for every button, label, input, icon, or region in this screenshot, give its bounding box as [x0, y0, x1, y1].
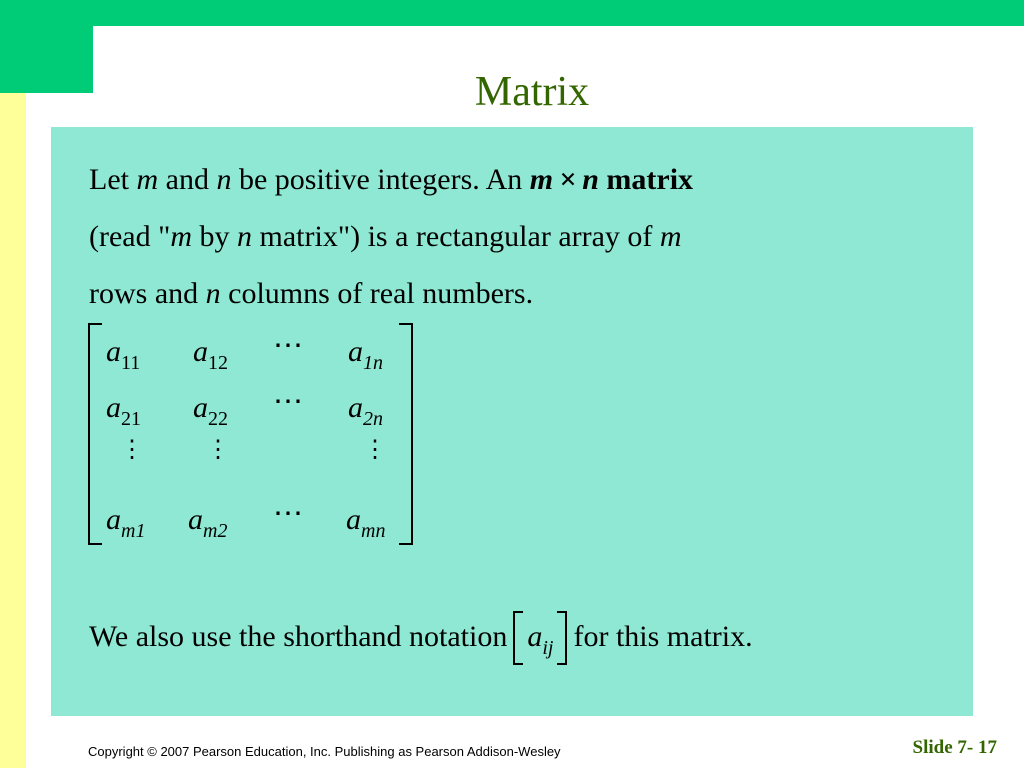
shorthand-notation-line: We also use the shorthand notation $a_{ij}$ for this matrix. — [89, 617, 753, 668]
matrix-hdots: ⋯ — [273, 329, 303, 362]
definition-text — [89, 151, 949, 322]
matrix-cell-am1: $a_{m1}$ — [106, 503, 146, 542]
matrix-cell-am2: $a_{m2}$ — [188, 503, 228, 542]
definition-line-1: Let m and n be positive integers. An m × n matrix — [89, 163, 694, 196]
top-accent-bar — [0, 0, 1024, 26]
matrix-hdots: ⋯ — [273, 385, 303, 418]
left-accent-strip — [0, 93, 26, 768]
general-matrix — [88, 323, 413, 543]
copyright-footer: Copyright © 2007 Pearson Education, Inc. Publishing as Pearson Addison-Wesley — [88, 744, 561, 759]
matrix-cell-a2n: $a_{2n}$ — [348, 391, 383, 430]
matrix-cell-a11: $a_{11}$ — [106, 335, 141, 374]
matrix-cell-a12: $a_{12}$ — [193, 335, 228, 374]
slide-number: Slide 7- 17 — [912, 737, 997, 758]
definition-line-2: (read "m by n matrix") is a rectangular array of m — [89, 220, 682, 253]
content-box — [51, 127, 973, 716]
matrix-vdots: ⋮ — [363, 437, 387, 463]
slide-title: Matrix — [474, 69, 590, 115]
matrix-vdots: ⋮ — [120, 437, 144, 463]
matrix-cell-amn: $a_{mn}$ — [346, 503, 386, 542]
shorthand-aij: $a_{ij}$ — [513, 617, 567, 668]
matrix-cell-a21: $a_{21}$ — [106, 391, 141, 430]
matrix-right-bracket — [399, 323, 413, 545]
matrix-left-bracket — [88, 323, 102, 545]
matrix-cell-a1n: $a_{1n}$ — [348, 335, 383, 374]
definition-line-3: rows and n columns of real numbers. — [89, 277, 534, 310]
matrix-cell-a22: $a_{22}$ — [193, 391, 228, 430]
matrix-vdots: ⋮ — [206, 437, 230, 463]
matrix-hdots: ⋯ — [273, 497, 303, 530]
